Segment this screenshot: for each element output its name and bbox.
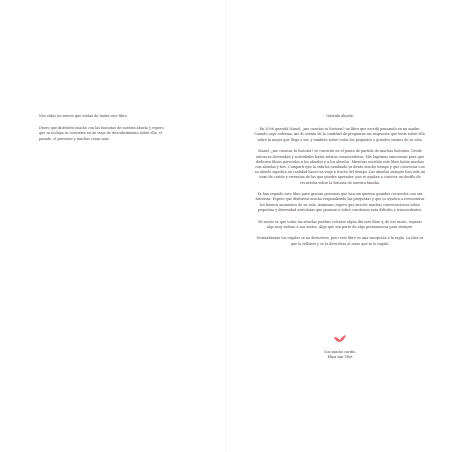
signoff-author: Elma van Vliet bbox=[327, 355, 353, 360]
bird-icon bbox=[333, 334, 347, 344]
left-paragraph-1: Nos vidas los nieves que estáas de hadra este libro. bbox=[39, 114, 128, 118]
left-page-text bbox=[39, 114, 171, 142]
left-paragraph-2: Dnero que disfrutéis mucho con las historias de nuestra abuela y espero que os incluya se convierta en un viaje de descubrimiento sobre ella, el pasado, el presente y muchas cosas más. bbox=[39, 126, 164, 141]
letter-paragraph-1: En 2006 queridá Manel, ¿me cuentas tu historia? un libro que escribí pensando en mi madre. Cuando cayó enferma, me di cuenta de la cantidad de preguntas sin respuesta que tenía sobre ella, sobre la mujer que llegó a ser, y también sobre todos los pequeños y grandes sueños de su vida. bbox=[254, 127, 426, 142]
letter-paragraph-4: Mi sueño es que todas las abuelas puedan volcarse algún día este libro y, de ese modo, repasar algo muy valioso a sus nietos. Algo que sea parte de algo permanencia para siempre. bbox=[258, 219, 422, 229]
letter-greeting: Querida abuela: bbox=[326, 114, 354, 118]
signoff-line-1: Con mucho cariño, bbox=[323, 350, 357, 354]
letter-paragraph-2: Manel, ¿me cuentas tu historia? se convirtió en el punto de partida de muchas historias. Desde entonces diversidad y actividades hasta relatos conmovedores. Mis lágrimas emocionan para que dedicara libros parecidos a los abuelos y a los abuelos. Mientras escribía este libro había muchas con abuelas y tíos. Compartí que la vida ha cambiado ya desde mucho tiempo y que conversar con su abuelo significa en realidad hacer un viaje a través del tiempo. Las abuelas siempre han sido un nexo de cariño y vivencias de las que puedes aprender, que te ayudan a conocer un desfile de recuerdos sobre la historia de nuestra familia. bbox=[254, 149, 426, 185]
right-page-letter bbox=[254, 114, 426, 253]
letter-paragraph-5: Normalmente los regalos se no devuelven, pero este libro es una excepción a la regla. La idea es que lo rellenes y se lo devuelvas al nieto que te lo regaló. bbox=[256, 236, 424, 246]
letter-signoff bbox=[254, 334, 426, 360]
letter-paragraph-3: Ya han seguido este libro para gracias personas que han sin quieren grandes recuerdos con sus historias. Espero que disfrutéis mucho respondiendo las preguntas y que os ayuden a reencontrar los buenos momentos de su vida. Asimismo espero que suscite muchas conversaciones sobre pequeñas y diversidad anécdotas que pasaron y sobre cuestiones más difíciles y trascendentes. bbox=[255, 192, 425, 212]
